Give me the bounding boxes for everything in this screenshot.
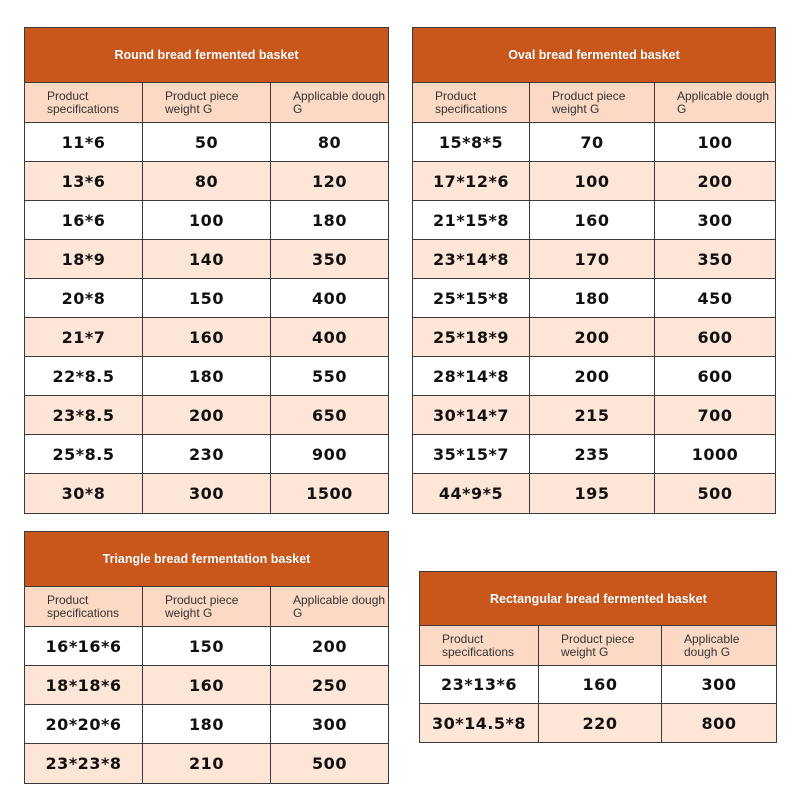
table-row xyxy=(25,279,388,318)
table-row xyxy=(25,705,388,744)
cell-dough: 80 xyxy=(317,132,342,152)
header-dough: Applicable dough G xyxy=(684,631,740,659)
table-row xyxy=(25,318,388,357)
cell-spec: 23*14*8 xyxy=(413,240,530,278)
table-row xyxy=(25,627,388,666)
cell-spec: 11*6 xyxy=(25,123,143,161)
table-row xyxy=(413,318,775,357)
cell-dough: 350 xyxy=(697,249,733,269)
cell-weight: 200 xyxy=(143,396,271,434)
header-row xyxy=(420,626,776,666)
cell-weight: 150 xyxy=(143,627,271,665)
cell-dough: 400 xyxy=(312,327,347,347)
cell-weight: 160 xyxy=(143,666,271,704)
table-row xyxy=(25,435,388,474)
table-title: Triangle bread fermentation basket xyxy=(25,532,388,587)
header-spec: Product specifications xyxy=(25,83,143,122)
cell-weight: 215 xyxy=(530,396,655,434)
table-row xyxy=(25,396,388,435)
header-spec: Product specifications xyxy=(413,83,530,122)
cell-spec: 18*18*6 xyxy=(25,666,143,704)
cell-weight: 180 xyxy=(143,705,271,743)
table-title: Rectangular bread fermented basket xyxy=(420,572,776,626)
cell-dough: 600 xyxy=(697,366,733,386)
table-row xyxy=(413,435,775,474)
table-row xyxy=(25,357,388,396)
table-row xyxy=(413,201,775,240)
rectangular-basket-table xyxy=(419,571,777,743)
cell-dough: 120 xyxy=(312,171,347,191)
cell-spec: 23*8.5 xyxy=(25,396,143,434)
header-row xyxy=(25,587,388,627)
table-title: Round bread fermented basket xyxy=(25,28,388,83)
table-row xyxy=(25,201,388,240)
cell-weight: 210 xyxy=(143,744,271,783)
cell-spec: 17*12*6 xyxy=(413,162,530,200)
cell-weight: 50 xyxy=(143,123,271,161)
cell-dough: 800 xyxy=(701,713,737,733)
cell-weight: 160 xyxy=(539,666,662,703)
header-dough: Applicable dough G xyxy=(677,88,770,116)
cell-weight: 140 xyxy=(143,240,271,278)
header-spec: Product specifications xyxy=(420,626,539,665)
cell-spec: 23*23*8 xyxy=(25,744,143,783)
cell-weight: 170 xyxy=(530,240,655,278)
cell-weight: 300 xyxy=(143,474,271,513)
header-weight: Product piece weight G xyxy=(530,83,655,122)
cell-dough: 500 xyxy=(312,754,347,773)
cell-weight: 150 xyxy=(143,279,271,317)
table-row xyxy=(420,704,776,742)
cell-spec: 44*9*5 xyxy=(413,474,530,513)
cell-spec: 30*14.5*8 xyxy=(420,704,539,742)
table-row xyxy=(25,744,388,783)
cell-spec: 30*14*7 xyxy=(413,396,530,434)
header-row xyxy=(413,83,775,123)
table-row xyxy=(413,162,775,201)
cell-spec: 35*15*7 xyxy=(413,435,530,473)
cell-dough: 400 xyxy=(312,288,347,308)
cell-spec: 30*8 xyxy=(25,474,143,513)
oval-basket-table xyxy=(412,27,776,514)
triangle-basket-table xyxy=(24,531,389,784)
cell-weight: 200 xyxy=(530,318,655,356)
cell-dough: 180 xyxy=(312,210,347,230)
cell-weight: 160 xyxy=(530,201,655,239)
cell-dough: 900 xyxy=(312,444,347,464)
table-row xyxy=(413,474,775,513)
cell-weight: 200 xyxy=(530,357,655,395)
cell-dough: 1000 xyxy=(691,444,739,464)
cell-spec: 21*15*8 xyxy=(413,201,530,239)
table-row xyxy=(25,666,388,705)
cell-weight: 195 xyxy=(530,474,655,513)
header-dough: Applicable dough G xyxy=(293,592,386,620)
cell-weight: 230 xyxy=(143,435,271,473)
cell-spec: 21*7 xyxy=(25,318,143,356)
cell-spec: 15*8*5 xyxy=(413,123,530,161)
table-row xyxy=(25,123,388,162)
header-dough: Applicable dough G xyxy=(293,88,386,116)
cell-dough: 300 xyxy=(701,675,737,694)
cell-dough: 500 xyxy=(697,484,733,503)
cell-weight: 180 xyxy=(143,357,271,395)
cell-dough: 1500 xyxy=(306,484,353,503)
header-weight: Product piece weight G xyxy=(539,626,662,665)
cell-spec: 16*6 xyxy=(25,201,143,239)
cell-dough: 350 xyxy=(312,249,347,269)
cell-spec: 25*8.5 xyxy=(25,435,143,473)
header-row xyxy=(25,83,388,123)
cell-spec: 20*8 xyxy=(25,279,143,317)
cell-spec: 16*16*6 xyxy=(25,627,143,665)
cell-spec: 18*9 xyxy=(25,240,143,278)
cell-spec: 20*20*6 xyxy=(25,705,143,743)
cell-weight: 220 xyxy=(539,704,662,742)
header-weight: Product piece weight G xyxy=(143,587,271,626)
cell-spec: 25*18*9 xyxy=(413,318,530,356)
header-weight: Product piece weight G xyxy=(143,83,271,122)
cell-dough: 100 xyxy=(697,132,733,152)
table-row xyxy=(25,240,388,279)
cell-dough: 300 xyxy=(312,714,347,734)
table-row xyxy=(420,666,776,704)
cell-dough: 550 xyxy=(312,366,347,386)
cell-dough: 200 xyxy=(312,636,347,656)
cell-dough: 300 xyxy=(697,210,733,230)
cell-dough: 700 xyxy=(697,405,733,425)
cell-weight: 100 xyxy=(530,162,655,200)
cell-spec: 23*13*6 xyxy=(420,666,539,703)
table-row xyxy=(25,162,388,201)
table-row xyxy=(413,123,775,162)
cell-dough: 650 xyxy=(312,405,347,425)
cell-dough: 200 xyxy=(697,171,733,191)
cell-dough: 250 xyxy=(312,675,347,695)
table-row xyxy=(413,396,775,435)
cell-weight: 180 xyxy=(530,279,655,317)
cell-dough: 600 xyxy=(697,327,733,347)
table-row xyxy=(413,357,775,396)
cell-spec: 22*8.5 xyxy=(25,357,143,395)
table-title: Oval bread fermented basket xyxy=(413,28,775,83)
cell-spec: 25*15*8 xyxy=(413,279,530,317)
cell-weight: 80 xyxy=(143,162,271,200)
round-basket-table xyxy=(24,27,389,514)
cell-weight: 70 xyxy=(530,123,655,161)
header-spec: Product specifications xyxy=(25,587,143,626)
cell-weight: 235 xyxy=(530,435,655,473)
cell-dough: 450 xyxy=(697,288,733,308)
table-row xyxy=(25,474,388,513)
cell-spec: 28*14*8 xyxy=(413,357,530,395)
cell-spec: 13*6 xyxy=(25,162,143,200)
table-row xyxy=(413,240,775,279)
cell-weight: 160 xyxy=(143,318,271,356)
cell-weight: 100 xyxy=(143,201,271,239)
table-row xyxy=(413,279,775,318)
